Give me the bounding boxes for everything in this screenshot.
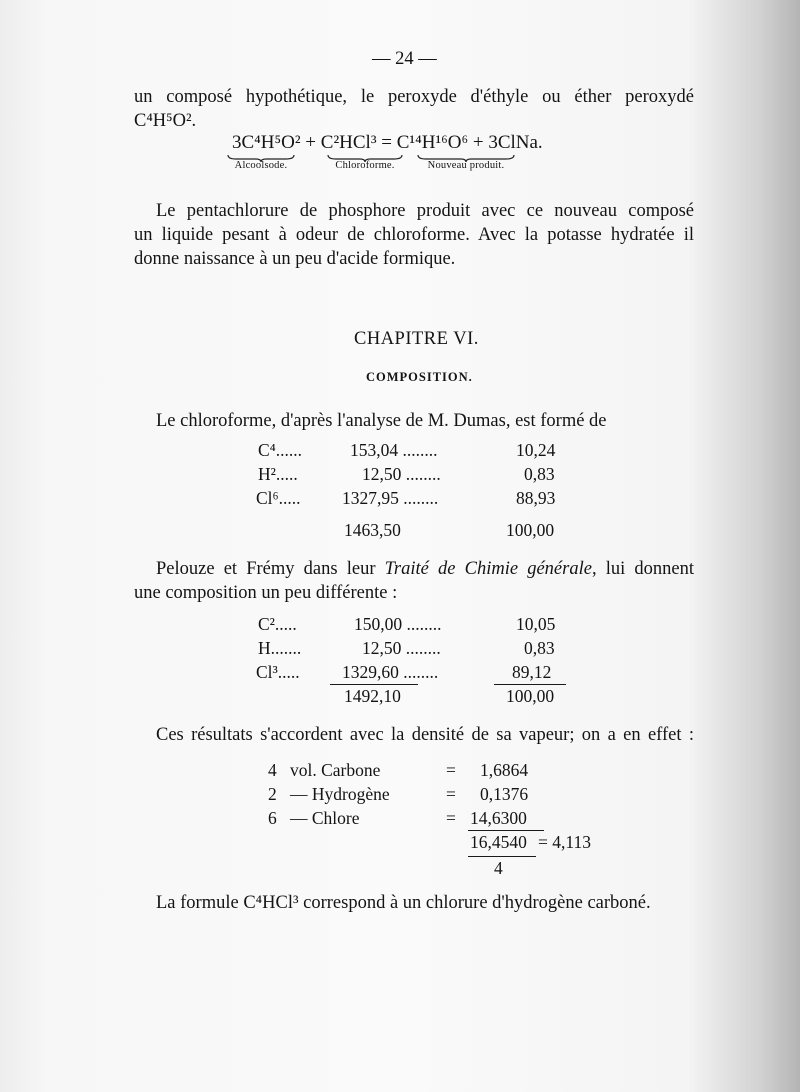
label-cell: — Chlore: [290, 808, 360, 828]
mass-cell: 1329,60 ........: [342, 662, 439, 682]
book-title: Traité de Chimie générale: [384, 559, 592, 579]
percent-cell: 0,83: [524, 464, 555, 484]
chapter-title: CHAPITRE VI.: [354, 329, 479, 349]
element-cell: H².....: [258, 464, 298, 484]
percent-cell: 10,24: [516, 440, 556, 460]
paragraph-line-1: Le pentachlorure de phosphore produit avec ce nouveau composé: [156, 201, 694, 221]
value-cell: 14,6300: [470, 808, 527, 828]
qty-cell: 2: [268, 784, 277, 804]
total-mass: 1492,10: [344, 686, 401, 706]
mass-cell: 150,00 ........: [354, 614, 442, 634]
equals-cell: =: [446, 808, 456, 828]
label-chloroforme: Chloroforme.: [335, 160, 395, 171]
intro-formula: C⁴H⁵O².: [134, 111, 197, 131]
sum-denominator: 4: [494, 858, 503, 878]
label-nouveau-produit: Nouveau produit.: [427, 160, 505, 171]
conclusion: La formule C⁴HCl³ correspond à un chlorure d'hydrogène carboné.: [156, 893, 651, 913]
equals-cell: =: [446, 784, 456, 804]
element-cell: C².....: [258, 614, 297, 634]
mass-cell: 12,50 ........: [362, 464, 441, 484]
sum-result: = 4,113: [538, 832, 591, 852]
dumas-intro: Le chloroforme, d'après l'analyse de M. Dumas, est formé de: [156, 411, 607, 431]
percent-cell: 10,05: [516, 614, 556, 634]
qty-cell: 6: [268, 808, 277, 828]
paragraph-line-2: un liquide pesant à odeur de chloroforme. Avec la potasse hydratée il: [134, 225, 694, 245]
mass-cell: 12,50 ........: [362, 638, 441, 658]
sum-numerator: 16,4540: [470, 832, 527, 852]
sum-rule-percent: [494, 684, 566, 685]
pelouze-text-start: Pelouze et Frémy dans leur: [156, 559, 385, 579]
percent-cell: 0,83: [524, 638, 555, 658]
label-alcoolsode: Alcoolsode.: [234, 160, 288, 171]
equals-cell: =: [446, 760, 456, 780]
label-cell: — Hydrogène: [290, 784, 390, 804]
value-cell: 0,1376: [480, 784, 529, 804]
element-cell: H.......: [258, 638, 302, 658]
percent-cell: 89,12: [512, 662, 552, 682]
element-cell: C⁴......: [258, 440, 303, 460]
fraction-bar: [468, 856, 536, 857]
pelouze-text-end: , lui donnent: [591, 559, 694, 579]
qty-cell: 4: [268, 760, 277, 780]
value-cell: 1,6864: [480, 760, 529, 780]
page-number: — 24 —: [372, 49, 437, 69]
element-cell: Cl⁶.....: [256, 488, 301, 508]
reaction-formula: 3C⁴H⁵O² + C²HCl³ = C¹⁴H¹⁶O⁶ + 3ClNa.: [232, 132, 543, 153]
vapor-intro: Ces résultats s'accordent avec la densité de sa vapeur; on a en effet :: [156, 725, 694, 745]
label-cell: vol. Carbone: [290, 760, 381, 780]
chapter-subtitle: COMPOSITION.: [366, 370, 473, 384]
percent-cell: 88,93: [516, 488, 556, 508]
intro-line-1: un composé hypothétique, le peroxyde d'éthyle ou éther peroxydé: [134, 87, 694, 107]
total-mass: 1463,50: [344, 520, 401, 540]
sum-rule-upper: [468, 830, 544, 831]
sum-rule-mass: [330, 684, 418, 685]
total-percent: 100,00: [506, 520, 555, 540]
mass-cell: 153,04 ........: [350, 440, 438, 460]
mass-cell: 1327,95 ........: [342, 488, 439, 508]
pelouze-line-1: [156, 556, 694, 582]
paragraph-line-3: donne naissance à un peu d'acide formique.: [134, 249, 456, 269]
element-cell: Cl³.....: [256, 662, 300, 682]
total-percent: 100,00: [506, 686, 555, 706]
pelouze-line-2: une composition un peu différente :: [134, 583, 398, 603]
